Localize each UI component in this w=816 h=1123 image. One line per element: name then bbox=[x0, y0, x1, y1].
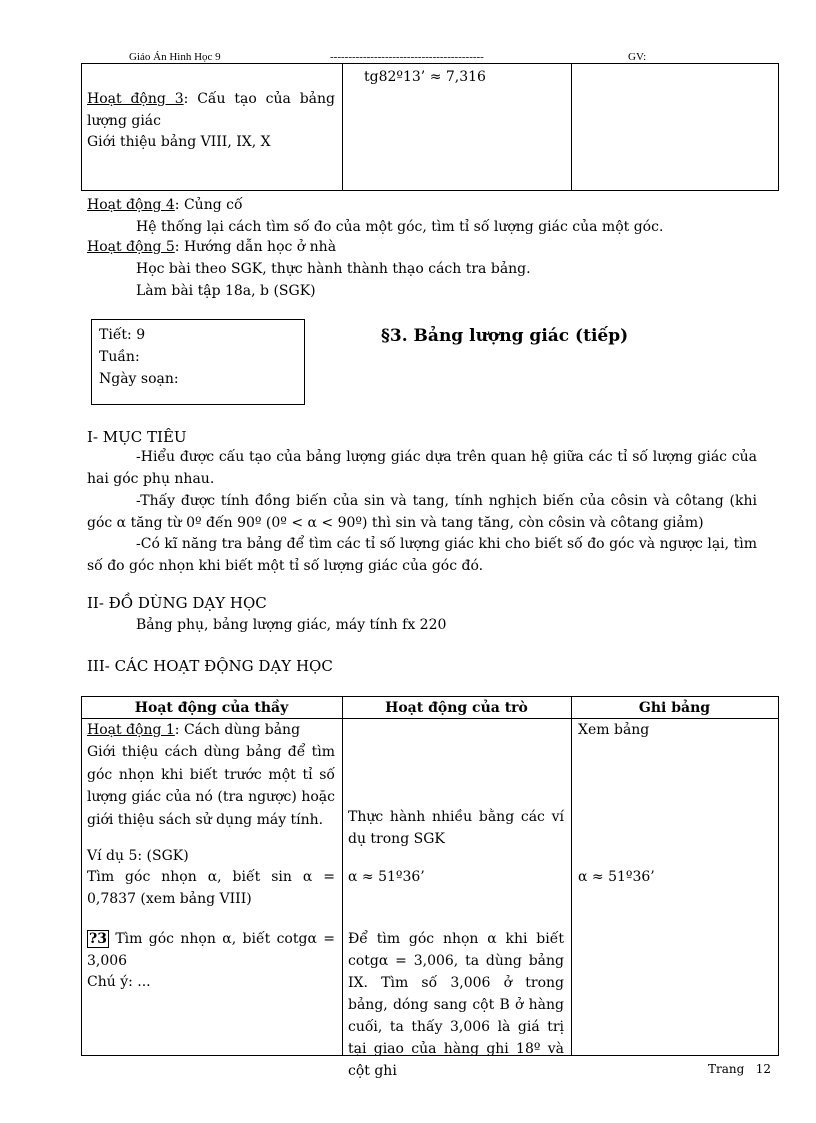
vi-du-5-text: Tìm góc nhọn α, biết sin α = 0,7837 (xem bảng VIII) bbox=[87, 869, 335, 907]
hd3-title: : Cấu tạo của bảng lượng giác bbox=[87, 91, 335, 129]
section-muc-tieu: I- MỤC TIÊU bbox=[87, 428, 187, 446]
hd3-line2: Giới thiệu bảng VIII, IX, X bbox=[87, 134, 271, 150]
header-teacher: GV: bbox=[628, 51, 647, 63]
question-3-box: ?3 bbox=[89, 931, 107, 947]
hd3-label: Hoạt động 3 bbox=[87, 91, 184, 107]
do-dung-text: Bảng phụ, bảng lượng giác, máy tính fx 220 bbox=[136, 617, 447, 633]
hd4-text: Hệ thống lại cách tìm số đo của một góc, tìm tỉ số lượng giác của một góc. bbox=[136, 219, 664, 235]
th-hoat-dong-tro: Hoạt động của trò bbox=[385, 700, 528, 716]
page-number: Trang 12 bbox=[708, 1062, 772, 1076]
thay-paragraph-1: Giới thiệu cách dùng bảng để tìm góc nhọn khi biết trước một tỉ số lượng giác của nó (tra ngược) hoặc giới thiệu sách sử dụng máy tính. bbox=[87, 744, 335, 828]
section-do-dung: II- ĐỒ DÙNG DẠY HỌC bbox=[87, 594, 267, 612]
tro-answer-1: α ≈ 51º36’ bbox=[348, 869, 425, 885]
hd5-text2: Làm bài tập 18a, b (SGK) bbox=[136, 283, 316, 299]
muc-tieu-2: -Thấy được tính đồng biến của sin và tang, tính nghịch biến của côsin và côtang (khi góc α tăng từ 0º đến 90º (0º < α < 90º) thì sin và tang tăng, còn côsin và côtang giảm) bbox=[87, 493, 757, 531]
th-hoat-dong-thay: Hoạt động của thầy bbox=[134, 700, 289, 716]
hd5-heading bbox=[87, 236, 336, 258]
info-ngay-soan: Ngày soạn: bbox=[99, 371, 179, 387]
ghi-bang-answer-1: α ≈ 51º36’ bbox=[578, 869, 655, 885]
ghi-bang-xem-bang: Xem bảng bbox=[578, 722, 650, 738]
hd5-label: Hoạt động 5 bbox=[87, 239, 175, 255]
muc-tieu-3: -Có kĩ năng tra bảng để tìm các tỉ số lượng giác khi cho biết số đo góc và ngược lại, tìm số đo góc nhọn khi biết một tỉ số lượng giác của góc đó. bbox=[87, 536, 757, 574]
hd1-label: Hoạt động 1 bbox=[87, 722, 175, 738]
info-tiet: Tiết: 9 bbox=[99, 327, 146, 343]
hd4-heading bbox=[87, 194, 243, 216]
hd4-title: : Củng cố bbox=[174, 197, 243, 213]
th-ghi-bang: Ghi bảng bbox=[638, 700, 711, 716]
section-hoat-dong: III- CÁC HOẠT ĐỘNG DẠY HỌC bbox=[87, 657, 333, 675]
vi-du-5: Ví dụ 5: (SGK) bbox=[87, 848, 189, 864]
hd5-text1: Học bài theo SGK, thực hành thành thạo cách tra bảng. bbox=[136, 261, 531, 277]
chu-y: Chú ý: ... bbox=[87, 974, 151, 990]
info-tuan: Tuần: bbox=[99, 349, 140, 365]
tro-paragraph-1: Thực hành nhiều bằng các ví dụ trong SGK bbox=[348, 809, 564, 847]
top-table-tro-text: tg82º13’ ≈ 7,316 bbox=[364, 69, 486, 85]
hd5-title: : Hướng dẫn học ở nhà bbox=[174, 239, 337, 255]
hd1-title: : Cách dùng bảng bbox=[174, 722, 301, 738]
tro-paragraph-2: Để tìm góc nhọn α khi biết cotgα = 3,006, ta dùng bảng IX. Tìm số 3,006 ở trong bảng, dóng sang cột B ở hàng cuối, ta thấy 3,006 là giá trị tại giao của hàng ghi 18º và cột ghi bbox=[348, 931, 564, 1079]
header-divider: ------------------------------------------ bbox=[330, 51, 484, 63]
hd1-heading bbox=[87, 719, 300, 741]
question-3-text: Tìm góc nhọn α, biết cotgα = 3,006 bbox=[87, 931, 335, 969]
lesson-title: §3. Bảng lượng giác (tiếp) bbox=[381, 326, 629, 346]
top-table-thay-cell bbox=[87, 88, 335, 132]
header-title: Giáo Án Hình Học 9 bbox=[129, 51, 221, 63]
hd4-label: Hoạt động 4 bbox=[87, 197, 175, 213]
question-3 bbox=[87, 928, 335, 972]
muc-tieu-1: -Hiểu được cấu tạo của bảng lượng giác dựa trên quan hệ giữa các tỉ số lượng giác của hai góc phụ nhau. bbox=[87, 449, 757, 487]
